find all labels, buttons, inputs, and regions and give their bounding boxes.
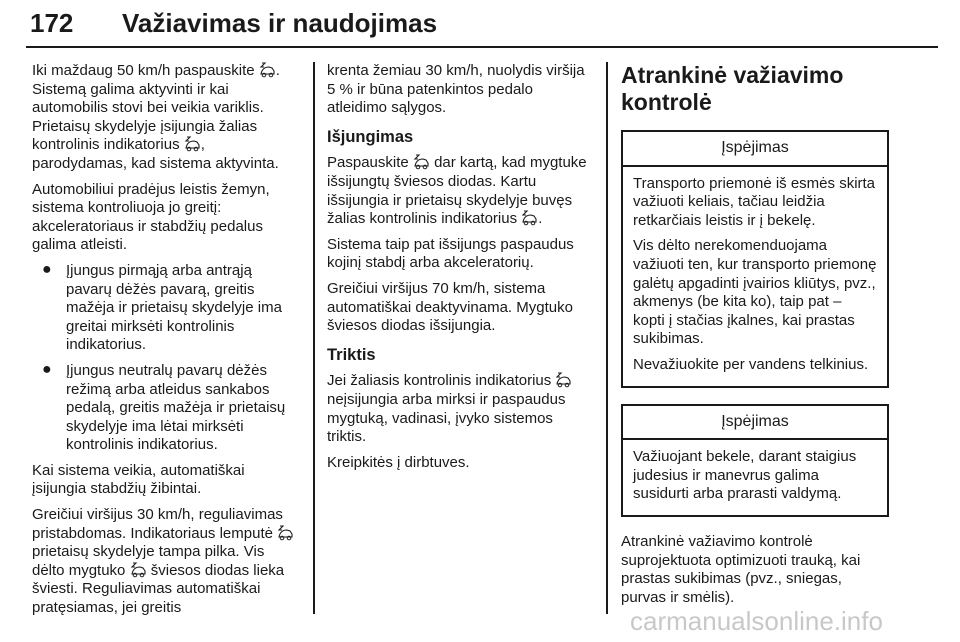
- paragraph: Greičiui viršijus 70 km/h, sistema automatiškai deaktyvinama. Mygtuko šviesos diodas išsijungia.: [327, 279, 573, 335]
- list-item: ● Įjungus neutralų pavarų dėžės režimą arba atleidus sankabos pedalą, greitis mažėja ir prietaisų skydelyje ima lėtai mirksėti kontrolinis indikatorius.: [42, 360, 286, 454]
- paragraph: Vis dėlto nerekomenduojama važiuoti ten, kur transporto priemonę galėtų apgadinti įvairios kliūtys, pvz., akmenys (be kita ko), taip pat – kopti į stačias įkalnes, kai prastas sukibimas.: [633, 237, 877, 348]
- paragraph: Iki maždaug 50 km/h paspauskite . Sistemą galima aktyvinti ir kai automobilis stovi bei veikia variklis. Prietaisų skydelyje įsijungia žalias kontrolinis indikatorius , parodydamas, kad sistema aktyvinta.: [32, 62, 280, 172]
- hill-descent-icon: [130, 562, 147, 578]
- section-heading: Triktis: [327, 345, 376, 364]
- hill-descent-icon: [259, 62, 276, 78]
- paragraph: Sistema taip pat išsijungs paspaudus kojinį stabdį arba akceleratorių.: [327, 235, 574, 272]
- hill-descent-icon: [184, 136, 201, 152]
- page-title: Važiavimas ir naudojimas: [122, 8, 438, 38]
- warning-box: [621, 130, 889, 388]
- paragraph: krenta žemiau 30 km/h, nuolydis viršija 5 % ir būna patenkintos pedalo atleidimo sąlygos.: [327, 62, 585, 117]
- paragraph: Atrankinė važiavimo kontrolė suprojektuota optimizuoti trauką, kai prastas sukibimas (pvz., sniegas, purvas ir smėlis).: [621, 532, 861, 606]
- hill-descent-icon: [521, 210, 538, 226]
- warning-box: [621, 404, 889, 517]
- paragraph: Kai sistema veikia, automatiškai įsijungia stabdžių žibintai.: [32, 461, 245, 498]
- section-heading: Išjungimas: [327, 127, 414, 146]
- paragraph: Nevažiuokite per vandens telkinius.: [633, 355, 869, 373]
- hill-descent-icon: [555, 372, 572, 388]
- paragraph: Jei žaliasis kontrolinis indikatorius neįsijungia arba mirksi ir paspaudus mygtuką, vadinasi, įvyko sistemos triktis.: [327, 372, 595, 446]
- column-right: [621, 62, 889, 614]
- column-left: [32, 62, 300, 625]
- paragraph: Automobiliui pradėjus leistis žemyn, sistema kontroliuoja jo greitį: akceleratoriaus ir stabdžių pedalus galima atleisti.: [32, 180, 270, 254]
- paragraph: Greičiui viršijus 30 km/h, reguliavimas pristabdomas. Indikatoriaus lemputė prietaisų skydelyje tampa pilka. Vis dėlto mygtuko šviesos diodas lieka šviesti. Reguliavimas automatiškai pratęsiamas, jei greitis: [32, 506, 300, 618]
- column-divider: [313, 62, 315, 614]
- bullet-icon: ●: [42, 360, 52, 378]
- column-middle: [327, 62, 595, 479]
- page-number: 172: [30, 8, 74, 38]
- column-divider: [606, 62, 608, 614]
- warning-heading: Įspėjimas: [623, 406, 887, 441]
- bullet-icon: ●: [42, 260, 52, 278]
- paragraph: Važiuojant bekele, darant staigius judesius ir manevrus galima susidurti arba prarasti valdymą.: [633, 448, 857, 503]
- hill-descent-icon: [413, 154, 430, 170]
- section-title: Atrankinė važiavimo kontrolė: [621, 62, 844, 115]
- watermark: carmanualsonline.info: [630, 606, 883, 636]
- header-rule: [26, 46, 938, 48]
- paragraph: Kreipkitės į dirbtuves.: [327, 453, 470, 471]
- warning-heading: Įspėjimas: [623, 132, 887, 167]
- hill-descent-icon: [277, 525, 294, 541]
- paragraph: Transporto priemonė iš esmės skirta važiuoti keliais, tačiau leidžia retkarčiais leistis ir į bekelę.: [633, 174, 876, 229]
- page-header: [26, 2, 938, 46]
- paragraph: Paspauskite dar kartą, kad mygtuke išsijungtų šviesos diodas. Kartu išsijungia ir prietaisų skydelyje buvęs žalias kontrolinis indikatorius .: [327, 154, 587, 228]
- list-item: ● Įjungus pirmąją arba antrąją pavarų dėžės pavarą, greitis mažėja ir prietaisų skydelyje ima greitai mirksėti kontrolinis indikatorius.: [42, 260, 282, 354]
